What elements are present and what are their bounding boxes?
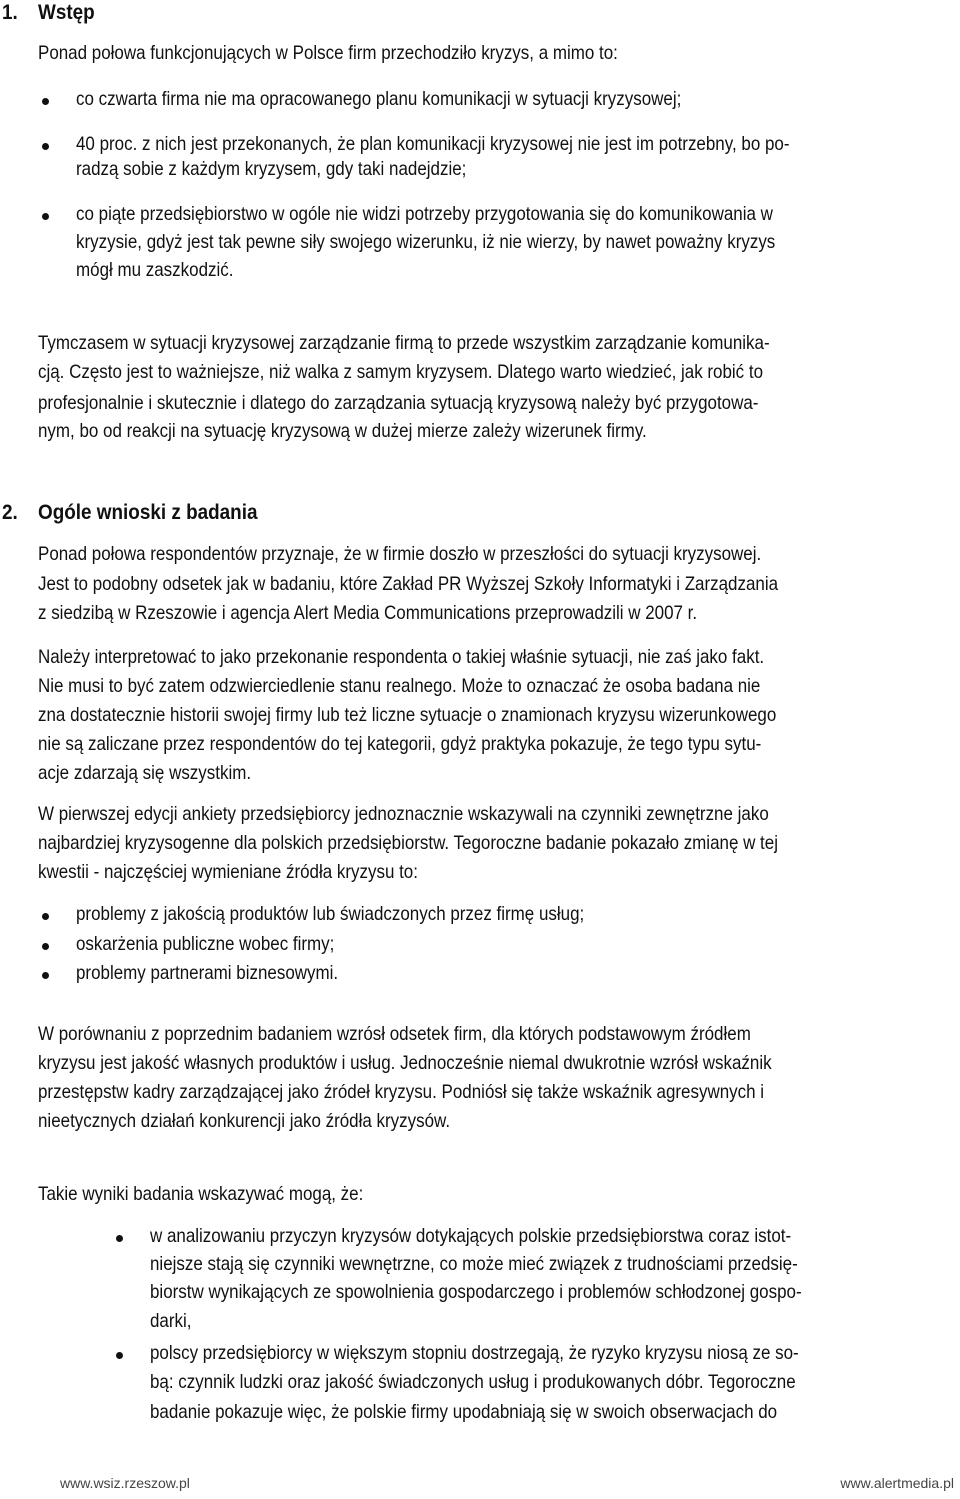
bullet-icon [42, 972, 49, 979]
bullet-line: badanie pokazuje więc, że polskie firmy upodabniają się w swoich obserwacjach do [150, 1401, 778, 1423]
paragraph-line: zna dostatecznie historii swojej firmy lub też liczne sytuacje o znamionach kryzysu wizerunkowego [38, 704, 777, 726]
bullet-icon [42, 98, 49, 105]
paragraph-line: Jest to podobny odsetek jak w badaniu, które Zakład PR Wyższej Szkoły Informatyki i Zarządzania [38, 573, 779, 595]
section-2-heading [2, 500, 258, 526]
paragraph-line: najbardziej kryzysogenne dla polskich przedsiębiorstw. Tegoroczne badanie pokazało zmianę w tej [38, 832, 778, 854]
bullet-line: radzą sobie z każdym kryzysem, gdy taki nadejdzie; [76, 158, 467, 180]
paragraph-line: kwestii - najczęściej wymieniane źródła kryzysu to: [38, 861, 418, 883]
paragraph-line: Nie musi to być zatem odzwierciedlenie stanu realnego. Może to oznaczać że osoba badana nie [38, 675, 761, 697]
bullet-line: problemy partnerami biznesowymi. [76, 962, 339, 984]
paragraph-line: acje zdarzają się wszystkim. [38, 762, 252, 784]
bullet-icon [42, 943, 49, 950]
bullet-icon [116, 1352, 123, 1359]
section-title: Ogóle wnioski z badania [38, 501, 258, 524]
paragraph-line: nym, bo od reakcji na sytuację kryzysową w dużej mierze zależy wizerunek firmy. [38, 420, 647, 442]
footer-left-url[interactable]: www.wsiz.rzeszow.pl [60, 1475, 190, 1491]
footer-right-url[interactable]: www.alertmedia.pl [840, 1475, 954, 1491]
paragraph-line: W porównaniu z poprzednim badaniem wzrósł odsetek firm, dla których podstawowym źródłem [38, 1023, 751, 1045]
bullet-line: polscy przedsiębiorcy w większym stopniu dostrzegają, że ryzyko kryzysu niosą ze so- [150, 1342, 799, 1364]
paragraph-line: cją. Często jest to ważniejsze, niż walka z samym kryzysem. Dlatego warto wiedzieć, jak robić to [38, 361, 764, 383]
section-number: 2. [2, 501, 18, 524]
paragraph-line: nieetycznych działań konkurencji jako źródła kryzysów. [38, 1110, 451, 1132]
intro-text: Ponad połowa funkcjonujących w Polsce firm przechodziło kryzys, a mimo to: [38, 42, 618, 64]
bullet-line: biorstw wynikających ze spowolnienia gospodarczego i problemów schłodzonej gospo- [150, 1281, 802, 1303]
bullet-line: darki, [150, 1310, 192, 1332]
section-number: 1. [2, 1, 18, 24]
paragraph-line: Tymczasem w sytuacji kryzysowej zarządzanie firmą to przede wszystkim zarządzanie komunika- [38, 332, 770, 354]
bullet-line: co piąte przedsiębiorstwo w ogóle nie widzi potrzeby przygotowania się do komunikowania w [76, 203, 773, 225]
bullet-line: problemy z jakością produktów lub świadczonych przez firmę usług; [76, 903, 585, 925]
paragraph-line: W pierwszej edycji ankiety przedsiębiorcy jednoznacznie wskazywali na czynniki zewnętrzne jako [38, 803, 769, 825]
section-title: Wstęp [38, 1, 95, 24]
bullet-line: 40 proc. z nich jest przekonanych, że plan komunikacji kryzysowej nie jest im potrzebny, bo po- [76, 133, 790, 155]
bullet-line: co czwarta firma nie ma opracowanego planu komunikacji w sytuacji kryzysowej; [76, 88, 682, 110]
bullet-line: w analizowaniu przyczyn kryzysów dotykających polskie przedsiębiorstwa coraz istot- [150, 1225, 792, 1247]
paragraph-line: Należy interpretować to jako przekonanie respondenta o takiej właśnie sytuacji, nie zaś jako fakt. [38, 646, 765, 668]
bullet-icon [42, 913, 49, 920]
section-1-heading [2, 0, 95, 26]
paragraph-line: Takie wyniki badania wskazywać mogą, że: [38, 1183, 364, 1205]
paragraph-line: nie są zaliczane przez respondentów do tej kategorii, gdyż praktyka pokazuje, że tego typu sytu- [38, 733, 762, 755]
bullet-icon [42, 143, 49, 150]
bullet-line: bą: czynnik ludzki oraz jakość świadczonych usług i produkowanych dóbr. Tegoroczne [150, 1371, 796, 1393]
bullet-icon [42, 213, 49, 220]
paragraph-line: kryzysu jest jakość własnych produktów i usług. Jednocześnie niemal dwukrotnie wzrósł wskaźnik [38, 1052, 772, 1074]
bullet-line: oskarżenia publiczne wobec firmy; [76, 933, 335, 955]
paragraph-line: przestępstw kadry zarządzającej jako źródeł kryzysu. Podniósł się także wskaźnik agresywnych i [38, 1081, 765, 1103]
bullet-line: niejsze stają się czynniki wewnętrzne, co może mieć związek z trudnościami przedsię- [150, 1253, 798, 1275]
bullet-line: kryzysie, gdyż jest tak pewne siły swojego wizerunku, iż nie wierzy, by nawet poważny kryzys [76, 231, 776, 253]
paragraph-line: Ponad połowa respondentów przyznaje, że w firmie doszło w przeszłości do sytuacji kryzysowej. [38, 543, 762, 565]
bullet-line: mógł mu zaszkodzić. [76, 259, 234, 281]
paragraph-line: z siedzibą w Rzeszowie i agencja Alert Media Communications przeprowadzili w 2007 r. [38, 602, 698, 624]
bullet-icon [116, 1235, 123, 1242]
paragraph-line: profesjonalnie i skutecznie i dlatego do zarządzania sytuacją kryzysową należy być przygotowa- [38, 392, 759, 414]
